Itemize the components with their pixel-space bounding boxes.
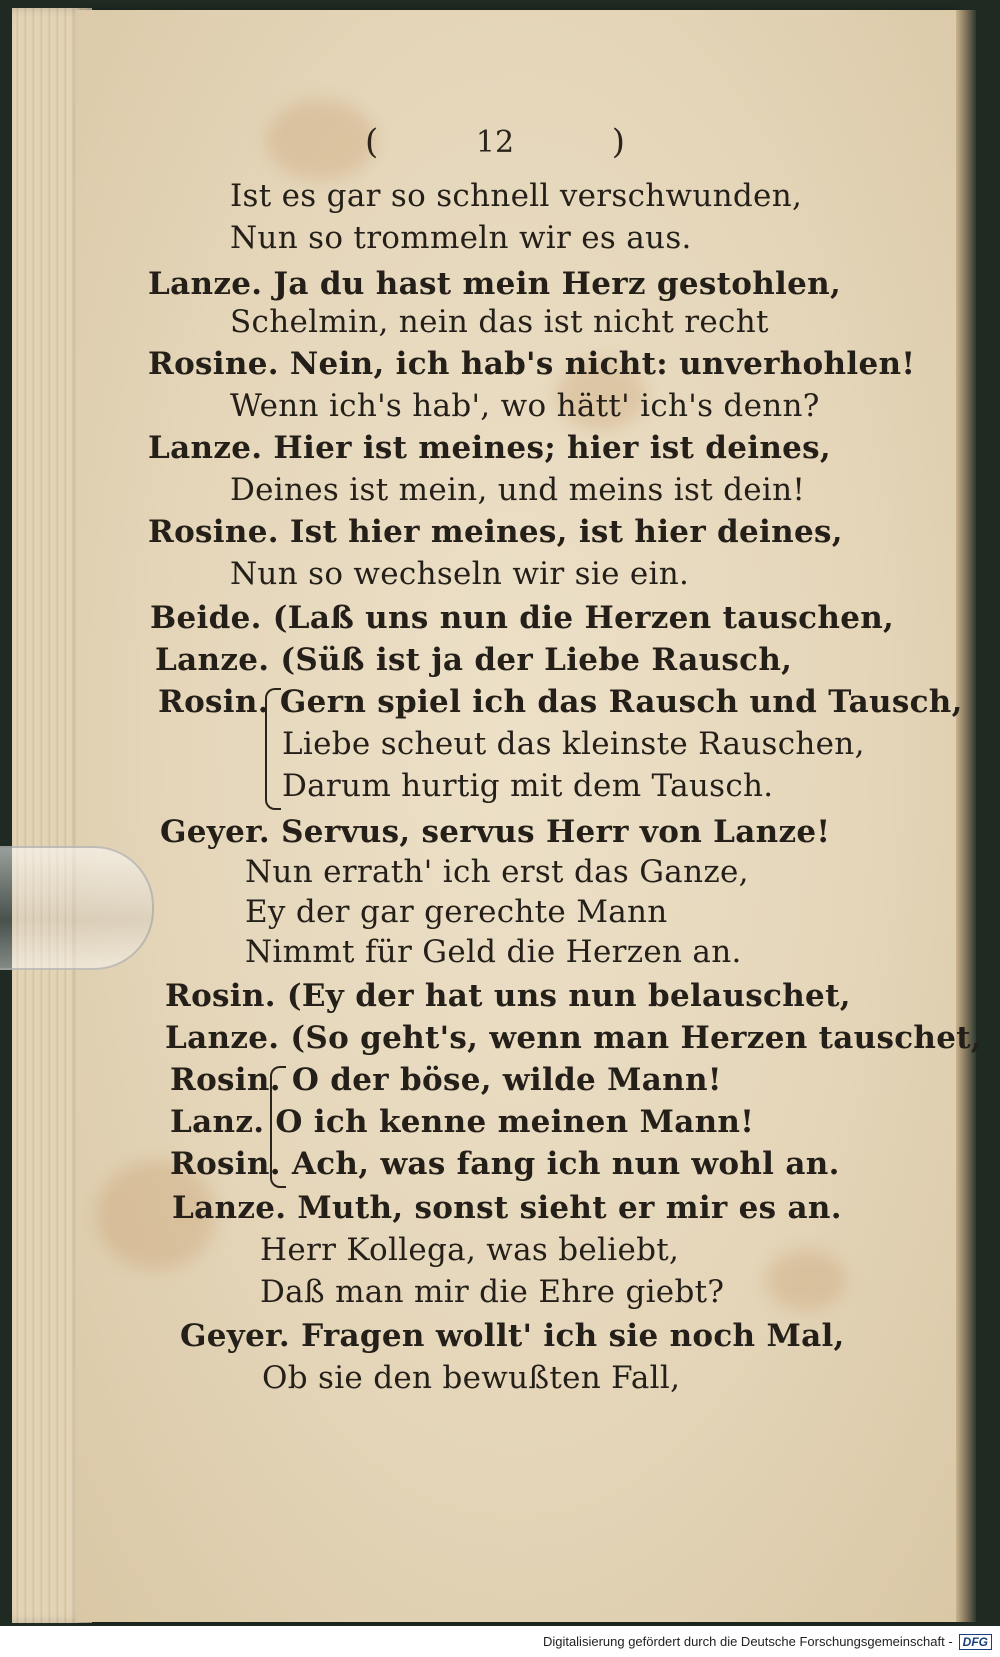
text-line: Nun errath' ich erst das Ganze, — [245, 854, 749, 890]
text-line: Wenn ich's hab', wo hätt' ich's denn? — [230, 388, 820, 424]
text-line: Ist es gar so schnell verschwunden, — [230, 178, 803, 214]
text-line: Beide. (Laß uns nun die Herzen tauschen, — [150, 600, 895, 636]
text-line: Rosin. Ach, was fang ich nun wohl an. — [170, 1146, 840, 1182]
text-line: Lanze. Muth, sonst sieht er mir es an. — [172, 1190, 842, 1226]
text-line: Liebe scheut das kleinste Rauschen, — [282, 726, 865, 762]
scanner-clip — [0, 846, 154, 970]
text-line: Lanze. (Süß ist ja der Liebe Rausch, — [155, 642, 793, 678]
text-line: Deines ist mein, und meins ist dein! — [230, 472, 806, 508]
text-line: Nun so trommeln wir es aus. — [230, 220, 692, 256]
page-number-close: ) — [611, 122, 625, 162]
text-line: Geyer. Servus, servus Herr von Lanze! — [160, 814, 831, 850]
footer-credit: Digitalisierung gefördert durch die Deutsche Forschungsgemeinschaft - — [542, 1634, 953, 1649]
text-line: Lanze. Ja du hast mein Herz gestohlen, — [148, 266, 842, 302]
page-number: 12 — [475, 124, 515, 160]
footer-bar — [0, 1626, 1000, 1657]
text-line: Lanze. Hier ist meines; hier ist deines, — [148, 430, 832, 466]
text-line: Rosin. Gern spiel ich das Rausch und Tausch, — [158, 684, 963, 720]
text-line: Geyer. Fragen wollt' ich sie noch Mal, — [180, 1318, 845, 1354]
text-line: Nun so wechseln wir sie ein. — [230, 556, 690, 592]
text-line: Schelmin, nein das ist nicht recht — [230, 304, 769, 340]
text-line: Rosin. (Ey der hat uns nun belauschet, — [165, 978, 851, 1014]
page-number-open: ( — [365, 122, 379, 162]
text-line: Darum hurtig mit dem Tausch. — [282, 768, 774, 804]
dfg-logo: DFG — [959, 1634, 992, 1650]
text-line: Ey der gar gerechte Mann — [245, 894, 668, 930]
text-line: Herr Kollega, was beliebt, — [260, 1232, 680, 1268]
text-line: Nimmt für Geld die Herzen an. — [245, 934, 742, 970]
text-line: Lanz. O ich kenne meinen Mann! — [170, 1104, 755, 1140]
text-line: Rosine. Nein, ich hab's nicht: unverhohlen! — [148, 346, 916, 382]
text-line: Ob sie den bewußten Fall, — [262, 1360, 681, 1396]
text-line: Lanze. (So geht's, wenn man Herzen tauschet, — [165, 1020, 982, 1056]
text-line: Daß man mir die Ehre giebt? — [260, 1274, 725, 1310]
text-line: Rosin. O der böse, wilde Mann! — [170, 1062, 722, 1098]
text-line: Rosine. Ist hier meines, ist hier deines, — [148, 514, 843, 550]
